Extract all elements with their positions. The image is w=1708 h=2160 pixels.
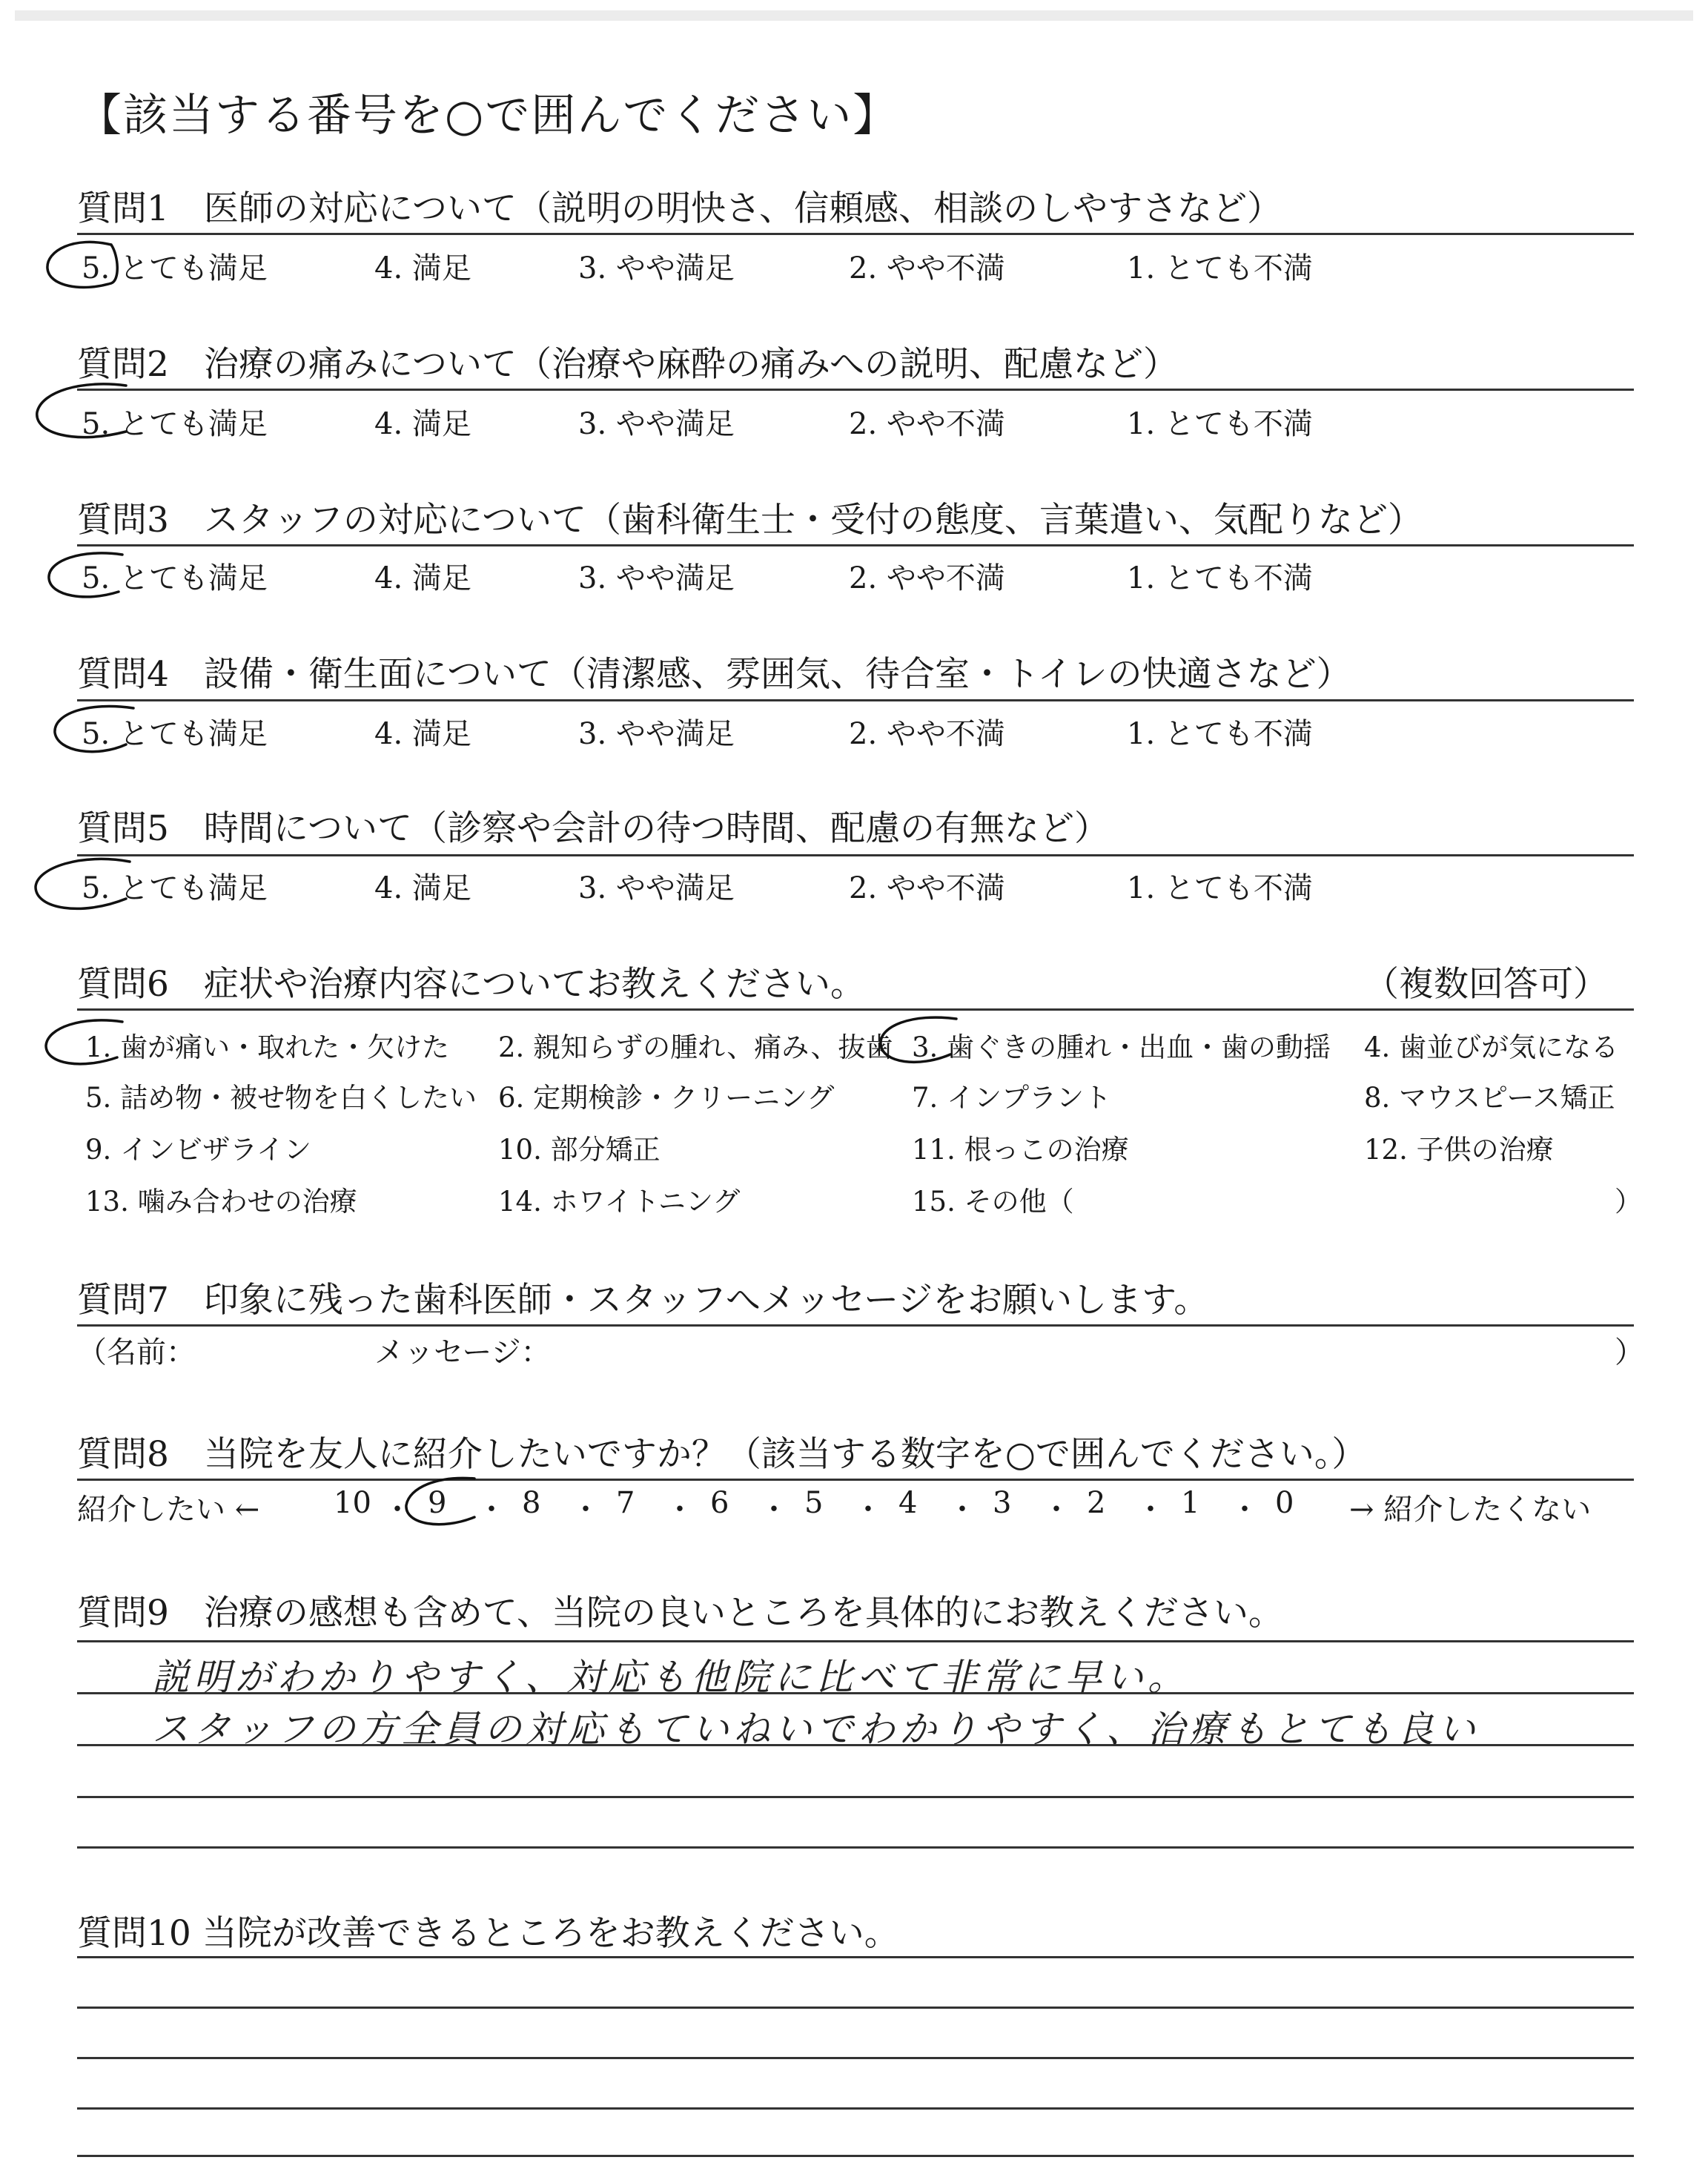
q3-option-1[interactable]: 1. とても不満 (1127, 561, 1313, 595)
q6-item-15-close: ） (1615, 1186, 1642, 1218)
q5-rule (77, 854, 1634, 856)
q7-name-label: （名前： (77, 1335, 196, 1370)
q4-rule (77, 699, 1634, 701)
q2-option-3[interactable]: 3. やや満足 (578, 407, 735, 441)
q6-item-8[interactable]: 8. マウスピース矯正 (1364, 1082, 1615, 1114)
q8-title: 質問8 当院を友人に紹介したいですか？（該当する数字を○で囲んでください。） (77, 1434, 1367, 1475)
q5-option-4[interactable]: 4. 満足 (374, 871, 471, 905)
q6-item-5[interactable]: 5. 詰め物・被せ物を白くしたい (85, 1082, 477, 1114)
q6-note: （複数回答可） (1364, 964, 1608, 1005)
q4-option-2[interactable]: 2. やや不満 (849, 717, 1005, 751)
q1-title: 質問1 医師の対応について（説明の明快さ、信頼感、相談のしやすさなど） (77, 188, 1282, 229)
q6-item-1[interactable]: 1. 歯が痛い・取れた・欠けた (85, 1031, 450, 1063)
page-heading: 【該当する番号を○で囲んでください】 (77, 90, 899, 142)
q2-option-2[interactable]: 2. やや不満 (849, 407, 1005, 441)
q3-option-5[interactable]: 5. とても満足 (82, 561, 268, 595)
q7-rule (77, 1324, 1634, 1327)
q10-rule-1 (77, 1956, 1634, 1958)
q3-title: 質問3 スタッフの対応について（歯科衛生士・受付の態度、言葉遣い、気配りなど） (77, 500, 1423, 541)
q8-scale-separator: ・ (759, 1493, 789, 1527)
q6-item-6[interactable]: 6. 定期検診・クリーニング (498, 1082, 835, 1114)
q3-option-3[interactable]: 3. やや満足 (578, 561, 735, 595)
q8-scale-separator: ・ (947, 1493, 977, 1527)
q1-rule (77, 233, 1634, 235)
scan-edge (15, 10, 1693, 21)
q8-left-label: 紹介したい ← (77, 1493, 260, 1527)
q1-option-2[interactable]: 2. やや不満 (849, 251, 1005, 285)
q8-scale-separator: ・ (477, 1493, 506, 1527)
q5-option-2[interactable]: 2. やや不満 (849, 871, 1005, 905)
q6-item-10[interactable]: 10. 部分矯正 (498, 1134, 661, 1166)
q6-item-11[interactable]: 11. 根っこの治療 (912, 1134, 1129, 1166)
q6-item-4[interactable]: 4. 歯並びが気になる (1364, 1031, 1619, 1063)
q5-option-5[interactable]: 5. とても満足 (82, 871, 268, 905)
q6-rule (77, 1008, 1634, 1011)
q9-rule-5 (77, 1846, 1634, 1849)
q2-option-1[interactable]: 1. とても不満 (1127, 407, 1313, 441)
q4-option-4[interactable]: 4. 満足 (374, 717, 471, 751)
q8-scale-1[interactable]: 1 (1181, 1486, 1200, 1520)
q8-scale-4[interactable]: 4 (898, 1486, 918, 1520)
q8-scale-3[interactable]: 3 (993, 1486, 1012, 1520)
q8-scale-9[interactable]: 9 (428, 1486, 447, 1520)
q2-rule (77, 389, 1634, 391)
q9-rule-1 (77, 1640, 1634, 1642)
q4-title: 質問4 設備・衛生面について（清潔感、雰囲気、待合室・トイレの快適さなど） (77, 654, 1351, 695)
q8-scale-0[interactable]: 0 (1275, 1486, 1294, 1520)
q6-item-13[interactable]: 13. 噛み合わせの治療 (85, 1186, 357, 1218)
q7-title: 質問7 印象に残った歯科医師・スタッフへメッセージをお願いします。 (77, 1280, 1209, 1321)
q1-option-4[interactable]: 4. 満足 (374, 251, 471, 285)
q7-message-label: メッセージ： (374, 1335, 551, 1370)
q8-scale-separator: ・ (1042, 1493, 1071, 1527)
q4-option-3[interactable]: 3. やや満足 (578, 717, 735, 751)
q9-answer-line-2: スタッフの方全員の対応もていねいでわかりやすく、治療もとても良い (152, 1708, 1480, 1751)
q10-rule-3 (77, 2057, 1634, 2059)
q8-scale-5[interactable]: 5 (804, 1486, 824, 1520)
q8-scale-2[interactable]: 2 (1087, 1486, 1106, 1520)
q10-rule-5 (77, 2155, 1634, 2157)
q1-option-5[interactable]: 5. とても満足 (82, 251, 268, 285)
q8-scale-separator: ・ (853, 1493, 883, 1527)
q2-title: 質問2 治療の痛みについて（治療や麻酔の痛みへの説明、配慮など） (77, 344, 1179, 385)
q9-answer-line-1: 説明がわかりやすく、対応も他院に比べて非常に早い。 (152, 1656, 1189, 1699)
q6-item-3[interactable]: 3. 歯ぐきの腫れ・出血・歯の動揺 (912, 1031, 1331, 1063)
q5-option-1[interactable]: 1. とても不満 (1127, 871, 1313, 905)
q3-option-4[interactable]: 4. 満足 (374, 561, 471, 595)
q5-option-3[interactable]: 3. やや満足 (578, 871, 735, 905)
q8-scale-separator: ・ (665, 1493, 695, 1527)
q8-scale-separator: ・ (1230, 1493, 1260, 1527)
q6-item-12[interactable]: 12. 子供の治療 (1364, 1134, 1554, 1166)
q8-scale-separator: ・ (1136, 1493, 1165, 1527)
q6-title: 質問6 症状や治療内容についてお教えください。 (77, 964, 865, 1005)
q8-scale-6[interactable]: 6 (710, 1486, 729, 1520)
q2-option-5[interactable]: 5. とても満足 (82, 407, 268, 441)
q5-title: 質問5 時間について（診察や会計の待つ時間、配慮の有無など） (77, 808, 1109, 849)
q3-rule (77, 544, 1634, 546)
q6-item-7[interactable]: 7. インプラント (912, 1082, 1112, 1114)
q4-option-1[interactable]: 1. とても不満 (1127, 717, 1313, 751)
q8-scale-separator: ・ (383, 1493, 412, 1527)
q7-close: ） (1615, 1335, 1644, 1370)
q1-option-3[interactable]: 3. やや満足 (578, 251, 735, 285)
q10-title: 質問10 当院が改善できるところをお教えください。 (77, 1913, 899, 1954)
q10-rule-2 (77, 2007, 1634, 2009)
q3-option-2[interactable]: 2. やや不満 (849, 561, 1005, 595)
q8-scale-7[interactable]: 7 (616, 1486, 635, 1520)
q8-scale-8[interactable]: 8 (522, 1486, 541, 1520)
q6-item-14[interactable]: 14. ホワイトニング (498, 1186, 741, 1218)
q6-item-2[interactable]: 2. 親知らずの腫れ、痛み、抜歯 (498, 1031, 893, 1063)
q10-rule-4 (77, 2107, 1634, 2110)
q9-rule-4 (77, 1796, 1634, 1798)
q8-rule (77, 1479, 1634, 1481)
q6-item-15[interactable]: 15. その他（ (912, 1186, 1074, 1218)
q1-option-1[interactable]: 1. とても不満 (1127, 251, 1313, 285)
q8-scale-separator: ・ (571, 1493, 600, 1527)
q8-scale-10[interactable]: 10 (334, 1486, 371, 1520)
q2-option-4[interactable]: 4. 満足 (374, 407, 471, 441)
q4-option-5[interactable]: 5. とても満足 (82, 717, 268, 751)
q6-item-9[interactable]: 9. インビザライン (85, 1134, 311, 1166)
q8-right-label: → 紹介したくない (1349, 1493, 1592, 1527)
q9-title: 質問9 治療の感想も含めて、当院の良いところを具体的にお教えください。 (77, 1593, 1283, 1634)
